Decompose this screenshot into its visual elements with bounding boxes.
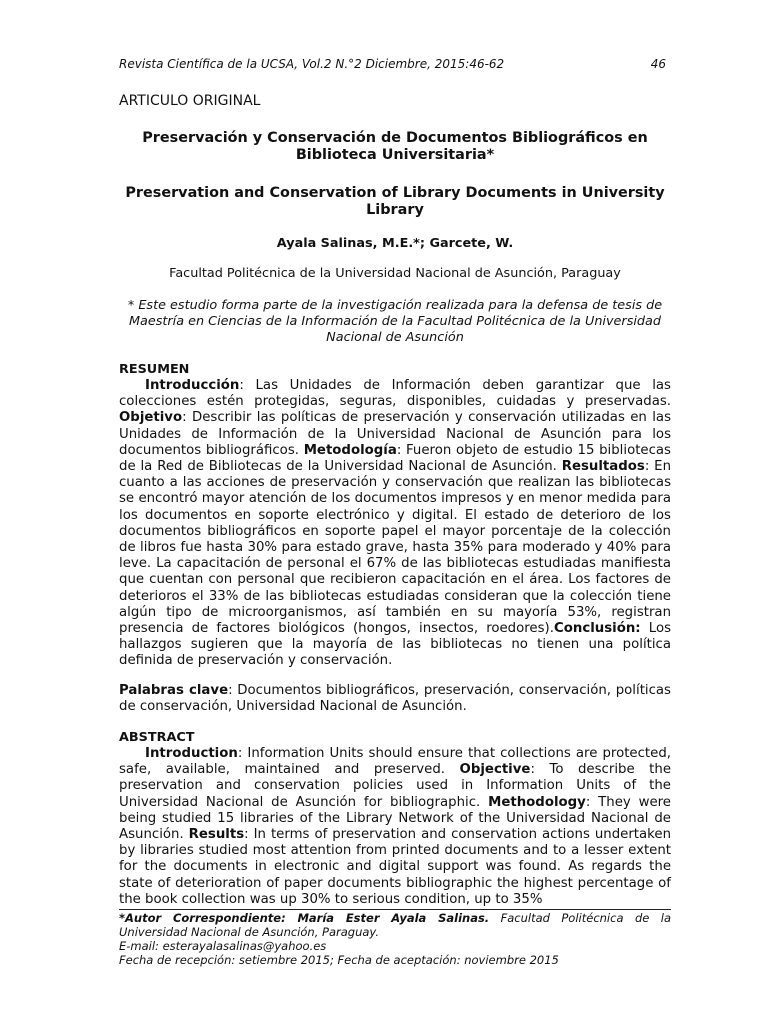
keywords-paragraph <box>119 683 671 715</box>
resumen-paragraph <box>119 378 671 670</box>
email-line: E-mail: esterayalasalinas@yahoo.es <box>119 939 327 953</box>
authors: Ayala Salinas, M.E.*; Garcete, W. <box>276 236 514 251</box>
corresponding-author <box>119 911 671 939</box>
dates-line: Fecha de recepción: setiembre 2015; Fecha de aceptación: noviembre 2015 <box>119 953 559 967</box>
objective-label: Objective <box>459 762 531 778</box>
footnotes <box>119 911 671 967</box>
corresponding-affiliation: Facultad Politécnica de la Universidad Nacional de Asunción, Paraguay. <box>119 911 671 939</box>
metodologia-label: Metodología <box>303 442 397 458</box>
page-number: 46 <box>650 57 666 71</box>
resultados-label: Resultados <box>561 459 645 475</box>
title-english: Preservation and Conservation of Library Documents in University Library <box>125 185 665 218</box>
abstract-paragraph <box>119 746 671 908</box>
intro-text: : Las Unidades de Información deben garantizar que las colecciones estén protegidas, seguras, disponibles, cuidadas y preservadas. <box>119 378 671 410</box>
introduction-label: Introduction <box>145 746 238 761</box>
corresponding-label: *Autor Correspondiente: María Ester Ayala Salinas. <box>119 911 490 925</box>
metodologia-text: : Fueron objeto de estudio 15 bibliotecas de la Red de Bibliotecas de la Universidad Nacional de Asunción. <box>119 442 671 475</box>
intro-label: Introducción <box>145 378 240 393</box>
objetivo-text: : Describir las políticas de preservación y conservación utilizadas en las Unidades de Información de la Universidad Nacional de Asunción para los documentos bibliográficos. <box>119 410 671 458</box>
resumen-heading: RESUMEN <box>119 362 190 377</box>
objective-text: : To describe the preservation and conservation policies used in Information Units of the Universidad Nacional de Asunción for bibliographic. <box>119 762 671 810</box>
methodology-label: Methodology <box>488 794 586 810</box>
keywords-text: : Documentos bibliográficos, preservación, conservación, políticas de conservación, Universidad Nacional de Asunción. <box>119 683 671 715</box>
running-header <box>119 57 666 71</box>
conclusion-label: Conclusión: <box>553 621 641 637</box>
footnote-divider <box>119 909 671 910</box>
keywords-label: Palabras clave <box>119 683 229 698</box>
section-label: ARTICULO ORIGINAL <box>119 93 261 109</box>
thesis-note: * Este estudio forma parte de la investigación realizada para la defensa de tesis de Maestría en Ciencias de la Información de la Facultad Politécnica de la Universidad Nacional de Asunción <box>127 298 663 345</box>
results-text: : In terms of preservation and conservation actions undertaken by libraries studied most attention from printed documents and to a lesser extent for the documents in electronic and digital support was found. As regards the state of deterioration of paper documents bibliographic the highest percentage of the book collection was up 30% to serious condition, up to 35% <box>119 827 671 907</box>
objetivo-label: Objetivo <box>119 410 183 426</box>
journal-citation: Revista Científica de la UCSA, Vol.2 N.°2 Diciembre, 2015:46-62 <box>119 57 505 71</box>
abstract-heading: ABSTRACT <box>119 730 195 745</box>
results-label: Results <box>188 827 245 843</box>
introduction-text: : Information Units should ensure that collections are protected, safe, available, maintained and preserved. <box>119 746 671 778</box>
resultados-text: : En cuanto a las acciones de preservación y conservación que realizan las bibliotecas se encontró mayor atención de los documentos impresos y en menor medida para los documentos en soporte electrónico y digital. El estado de deterioro de los documentos bibliográficos en soporte papel el mayor porcentaje de la colección de libros fue hasta 30% para estado grave, hasta 35% para moderado y 40% para leve. La capacitación de personal el 67% de las bibliotecas estudiadas manifiesta que cuentan con personal que recibieron capacitación en el área. Los factores de deterioros el 33% de las bibliotecas estudiadas consideran que la colección tiene algún tipo de microorganismos, así también en su mayoría 53%, registran presencia de factores biológicos (hongos, insectos, roedores). <box>119 459 672 637</box>
methodology-text: : They were being studied 15 libraries of the Library Network of the Universidad Nacional de Asunción. <box>119 794 671 843</box>
affiliation: Facultad Politécnica de la Universidad Nacional de Asunción, Paraguay <box>169 266 621 281</box>
conclusion-text: Los hallazgos sugieren que la mayoría de las bibliotecas no tienen una política definida de preservación y conservación. <box>119 621 672 669</box>
title-spanish: Preservación y Conservación de Documentos Bibliográficos en Biblioteca Universitaria* <box>142 130 648 163</box>
